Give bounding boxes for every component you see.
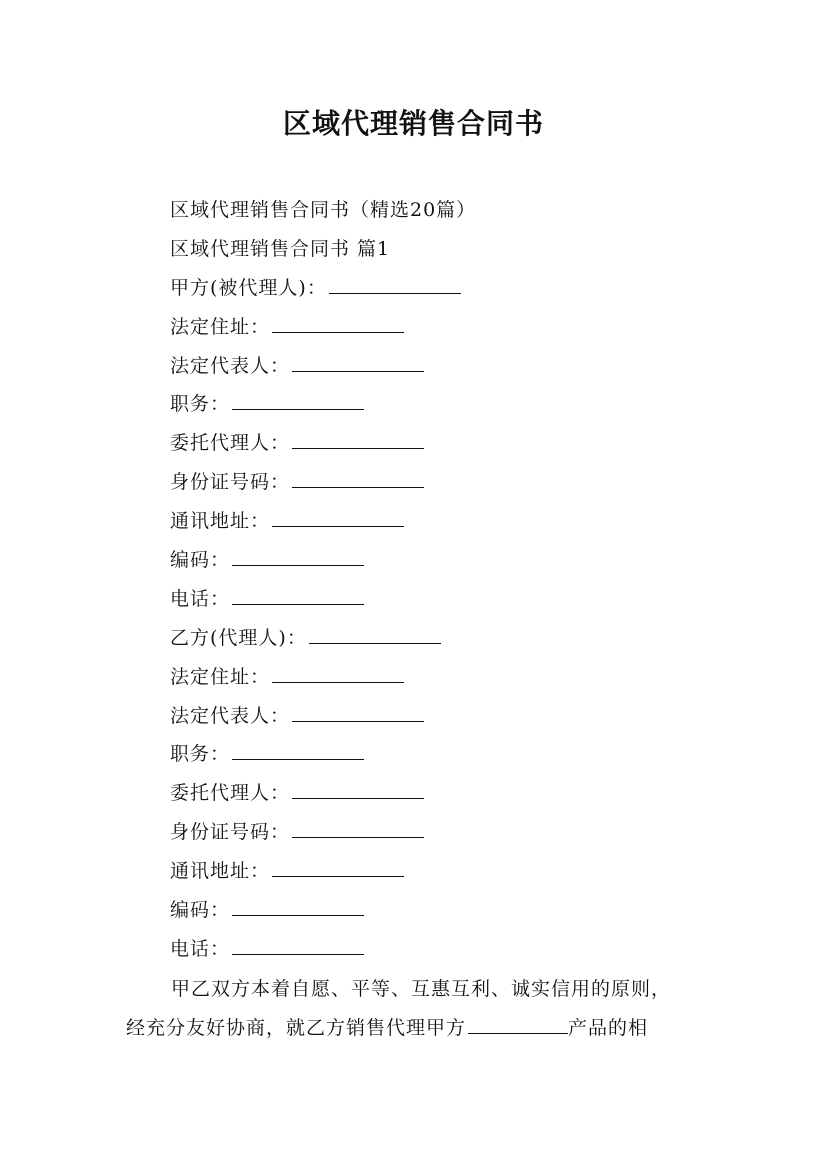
party-b-field: 身份证号码：	[170, 813, 730, 852]
blank-line	[232, 914, 364, 916]
blank-line	[272, 681, 404, 683]
party-b-heading: 乙方(代理人)：	[170, 619, 730, 658]
party-a-field: 职务：	[170, 385, 730, 424]
paragraph-line: 经充分友好协商，就乙方销售代理甲方 产品的相	[126, 1016, 649, 1039]
party-a-heading: 甲方(被代理人)：	[170, 269, 730, 308]
document-subtitle: 区域代理销售合同书（精选20篇）	[170, 199, 477, 221]
party-a-field: 编码：	[170, 541, 730, 580]
blank-line	[292, 486, 424, 488]
party-a-field: 电话：	[170, 580, 730, 619]
party-a-field: 通讯地址：	[170, 502, 730, 541]
blank-line	[272, 525, 404, 527]
party-a-field: 委托代理人：	[170, 424, 730, 463]
blank-line	[309, 642, 441, 644]
section-heading: 区域代理销售合同书 篇1	[170, 237, 391, 260]
party-b-field: 编码：	[170, 891, 730, 930]
blank-line	[292, 370, 424, 372]
party-b-field: 委托代理人：	[170, 774, 730, 813]
blank-line	[329, 292, 461, 294]
document-title: 区域代理销售合同书	[282, 107, 544, 140]
party-b-field: 电话：	[170, 930, 730, 969]
party-b-field: 通讯地址：	[170, 852, 730, 891]
blank-line	[468, 1032, 568, 1034]
blank-line	[272, 875, 404, 877]
party-b-field: 法定代表人：	[170, 697, 730, 736]
contract-fields	[170, 191, 730, 969]
blank-line	[232, 603, 364, 605]
blank-line	[232, 564, 364, 566]
party-a-field: 法定住址：	[170, 308, 730, 347]
blank-line	[232, 408, 364, 410]
blank-line	[292, 447, 424, 449]
party-b-field: 法定住址：	[170, 658, 730, 697]
blank-line	[232, 953, 364, 955]
blank-line	[272, 331, 404, 333]
blank-line	[292, 836, 424, 838]
blank-line	[292, 720, 424, 722]
party-a-field: 法定代表人：	[170, 347, 730, 386]
body-paragraph	[126, 970, 706, 1048]
blank-line	[292, 797, 424, 799]
party-a-field: 身份证号码：	[170, 463, 730, 502]
paragraph-line: 甲乙双方本着自愿、平等、互惠互利、诚实信用的原则，	[171, 978, 672, 1000]
blank-line	[232, 758, 364, 760]
party-b-field: 职务：	[170, 735, 730, 774]
